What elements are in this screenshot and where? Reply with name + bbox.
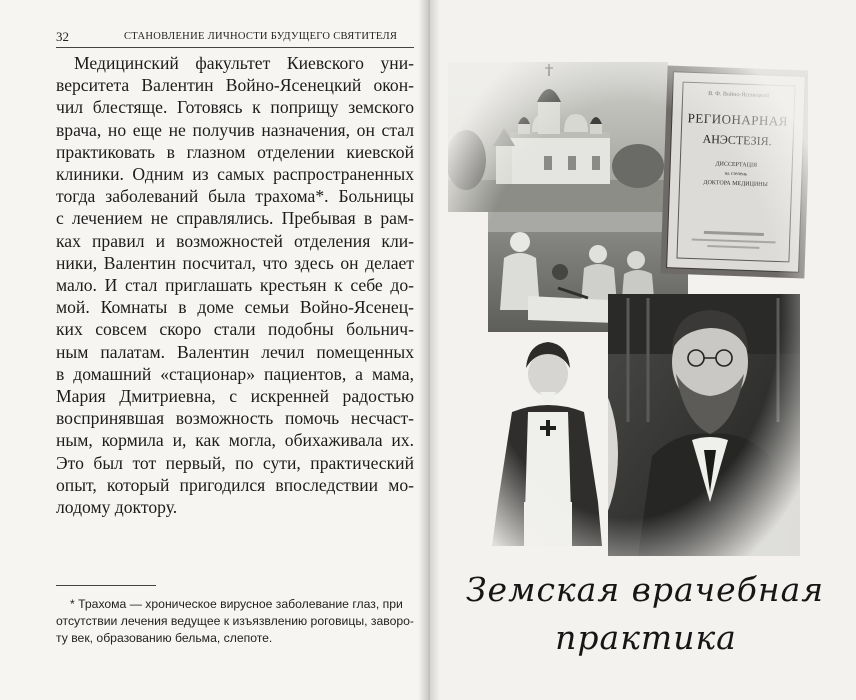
- body-paragraph: [56, 52, 414, 518]
- body-line: лодому доктору.: [56, 497, 178, 518]
- footnote-line: отсутствии лечения ведущее к изъязвлению роговицы, заворо-: [56, 614, 414, 628]
- footnote-rule: [56, 585, 156, 586]
- caption-line-2: практика: [555, 618, 737, 657]
- footnote: [56, 596, 416, 647]
- body-line: практиковать в глазном отделении киевской: [56, 141, 414, 162]
- body-line: ники, Валентин посчитал, что здесь он делает: [56, 252, 414, 273]
- running-title: СТАНОВЛЕНИЕ ЛИЧНОСТИ БУДУЩЕГО СВЯТИТЕЛЯ: [124, 31, 398, 42]
- body-line: мой. Комнаты в доме семьи Войно-Ясенец-: [56, 297, 414, 318]
- body-line: мало. И стал приглашать крестьян к себе до-: [56, 275, 414, 296]
- body-line: клиники. Одним из самых распространенных: [56, 164, 414, 185]
- body-line: Мария Дмитриевна, с искренней радостью: [56, 386, 414, 407]
- running-head: [56, 27, 414, 48]
- collage-caption: [466, 566, 825, 662]
- body-line: чил блестяще. Готовясь к поприщу земского: [56, 97, 414, 118]
- footnote-line: ту век, образованию бельма, слепоте.: [56, 631, 273, 645]
- page-number: 32: [56, 29, 69, 44]
- body-line: ких совсем скоро стали подобны больнич-: [56, 319, 414, 340]
- body-line: ным палатам. Валентин лечил помещенных: [56, 341, 414, 362]
- body-line: ках правил и возможностей отделения кли-: [56, 230, 414, 251]
- body-line: с лечением не справлялись. Пребывая в рам-: [56, 208, 414, 229]
- footnote-line: * Трахома — хроническое вирусное заболевание глаз, при: [70, 597, 403, 611]
- body-line: верситета Валентин Войно-Ясенецкий окон-: [56, 75, 414, 96]
- body-line: врача, но еще не получив назначения, он стал: [56, 119, 414, 140]
- body-line: ным, кормила и, как могла, обихаживала их.: [56, 430, 414, 451]
- body-line: опыт, который пригодился впоследствии мо-: [56, 474, 414, 495]
- body-line: Медицинский факультет Киевского уни-: [74, 53, 414, 73]
- body-line: воспринявшая возможность помочь несчаст-: [56, 408, 414, 429]
- caption-line-1: Земская врачебная: [466, 570, 825, 609]
- body-line: Это был тот первый, по сути, практический: [56, 452, 414, 473]
- body-line: в домашний «стационар» пациентов, а мама,: [56, 363, 414, 384]
- body-line: тогда заболеваний была трахома*. Больницы: [56, 186, 414, 207]
- photo-collage: [448, 62, 808, 558]
